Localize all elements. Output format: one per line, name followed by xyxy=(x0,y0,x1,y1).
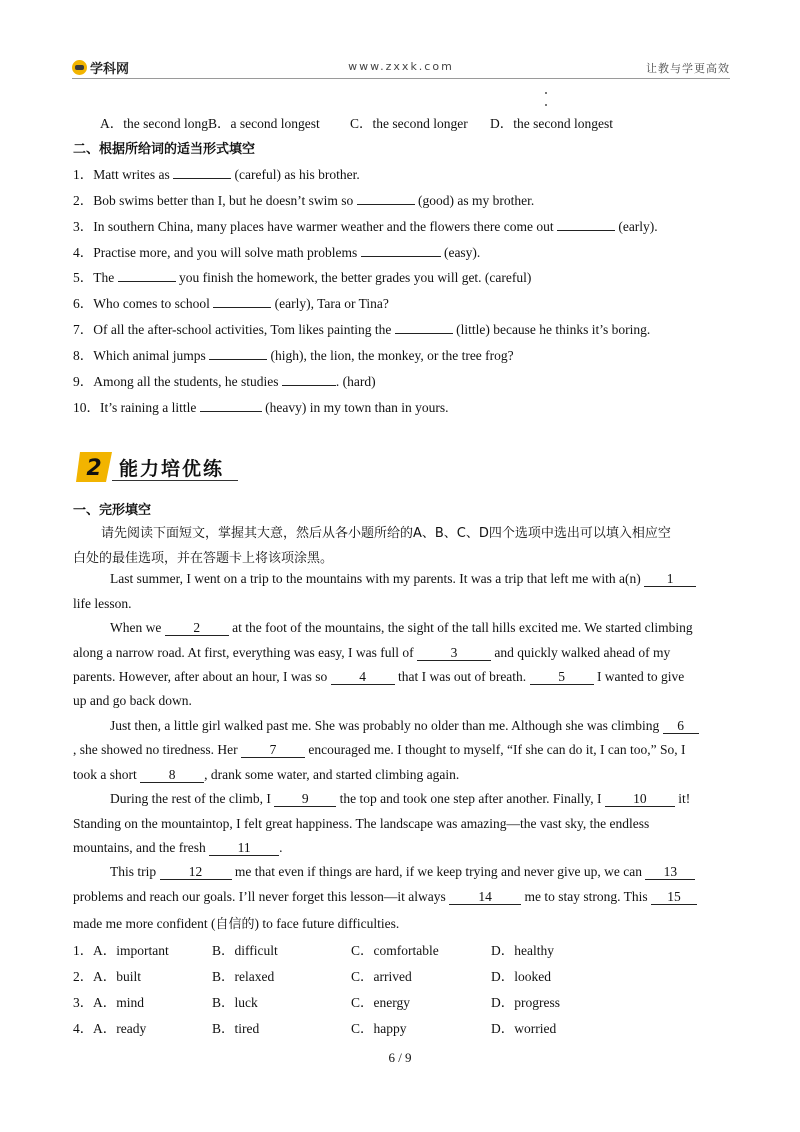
passage-text: me that even if things are hard, if we keep trying and never give up, we can xyxy=(231,864,646,879)
answer-blank[interactable] xyxy=(209,344,267,360)
passage-text: problems and reach our goals. I’ll never forget this lesson—it always xyxy=(73,889,450,904)
page-number: 6 / 9 xyxy=(388,1050,412,1065)
site-url: www.zxxk.com xyxy=(348,60,454,73)
cloze-blank[interactable]: 8 xyxy=(140,767,204,783)
option-a: A．the second long xyxy=(100,116,208,131)
item-text: The xyxy=(93,270,118,285)
passage-text: it! xyxy=(674,791,691,806)
cloze-blank[interactable]: 6 xyxy=(663,718,699,734)
answer-blank[interactable] xyxy=(118,266,176,282)
cloze-blank[interactable]: 14 xyxy=(449,889,521,905)
option-number: 1． xyxy=(73,943,94,958)
passage-text: . xyxy=(279,840,283,855)
page-header xyxy=(72,58,730,78)
passage-text: I wanted to give xyxy=(593,669,685,684)
item-text: (little) because he thinks it’s boring. xyxy=(452,322,651,337)
fill-item-9 xyxy=(73,370,376,390)
section-number: 2 xyxy=(86,456,102,481)
passage-text: parents. However, after about an hour, I was so xyxy=(73,669,331,684)
stray-dot xyxy=(545,104,547,106)
item-text: . (hard) xyxy=(335,374,376,389)
cloze-blank[interactable]: 7 xyxy=(241,742,305,758)
option-a[interactable]: A．mind xyxy=(93,995,145,1010)
option-c[interactable]: C．comfortable xyxy=(351,943,439,958)
section-title: 能力培优练 xyxy=(119,458,225,480)
item-number: 9． xyxy=(73,374,94,389)
passage-line xyxy=(73,889,697,905)
passage-text: Last summer, I went on a trip to the mountains with my parents. It was a trip that left me with a(n) xyxy=(110,571,645,586)
passage-text: , she showed no tiredness. Her xyxy=(73,742,241,757)
section-number-badge xyxy=(76,452,112,482)
cloze-blank[interactable]: 12 xyxy=(160,864,232,880)
passage-text: This trip xyxy=(110,864,160,879)
header-divider xyxy=(72,78,730,79)
passage-text-cn: 自信的 xyxy=(215,917,255,932)
instructions-line-1: 请先阅读下面短文，掌握其大意，然后从各小题所给的A、B、C、D四个选项中选出可以填入相应空 xyxy=(101,526,671,541)
passage-line xyxy=(110,571,696,587)
cloze-blank[interactable]: 4 xyxy=(331,669,395,685)
option-a[interactable]: A．ready xyxy=(93,1021,147,1036)
answer-blank[interactable] xyxy=(395,318,453,334)
passage-line xyxy=(110,791,690,807)
item-text: (early). xyxy=(614,219,658,234)
answer-blank[interactable] xyxy=(213,292,271,308)
option-b[interactable]: B．tired xyxy=(212,1021,260,1036)
answer-blank[interactable] xyxy=(200,396,262,412)
item-number: 1． xyxy=(73,167,94,182)
option-row xyxy=(73,965,673,985)
section-title-underline xyxy=(112,480,238,481)
option-c[interactable]: C．energy xyxy=(351,995,410,1010)
answer-blank[interactable] xyxy=(357,189,415,205)
passage-text: that I was out of breath. xyxy=(394,669,530,684)
option-d[interactable]: D．progress xyxy=(491,995,560,1010)
item-text: Which animal jumps xyxy=(93,348,210,363)
passage-line xyxy=(110,864,695,880)
item-text: (easy). xyxy=(440,245,481,260)
option-d: D．the second longest xyxy=(490,116,613,131)
item-text: It’s raining a little xyxy=(100,400,200,415)
item-number: 2． xyxy=(73,193,94,208)
item-text: Bob swims better than I, but he doesn’t swim so xyxy=(93,193,357,208)
passage-line xyxy=(73,840,282,856)
option-d[interactable]: D．healthy xyxy=(491,943,554,958)
passage-text: the top and took one step after another. Finally, I xyxy=(336,791,605,806)
answer-blank[interactable] xyxy=(282,370,336,386)
fill-item-8 xyxy=(73,344,514,364)
item-text: Who comes to school xyxy=(93,296,214,311)
cloze-blank[interactable]: 9 xyxy=(274,791,336,807)
cloze-blank[interactable]: 11 xyxy=(209,840,279,856)
item-text: Of all the after-school activities, Tom likes painting the xyxy=(93,322,395,337)
option-b: B．a second longest xyxy=(207,116,320,131)
option-number: 3． xyxy=(73,995,94,1010)
item-text: (high), the lion, the monkey, or the tree frog? xyxy=(267,348,514,363)
header-slogan: 让教与学更高效 xyxy=(646,62,730,75)
passage-line xyxy=(73,645,670,661)
option-d[interactable]: D．worried xyxy=(491,1021,557,1036)
passage-line xyxy=(73,669,684,685)
answer-blank[interactable] xyxy=(557,215,615,231)
option-c: C．the second longer xyxy=(350,116,468,131)
instructions-line-2: 白处的最佳选项，并在答题卡上将该项涂黑。 xyxy=(73,551,334,566)
item-text: (heavy) in my town than in yours. xyxy=(261,400,449,415)
passage-text: During the rest of the climb, I xyxy=(110,791,275,806)
passage-line: Standing on the mountaintop, I felt great happiness. The landscape was amazing—the vast sky, the endless xyxy=(73,816,650,831)
option-b[interactable]: B．luck xyxy=(212,995,258,1010)
option-number: 2． xyxy=(73,969,94,984)
item-number: 10． xyxy=(73,400,100,415)
option-a[interactable]: A．important xyxy=(93,943,169,958)
cloze-blank[interactable]: 3 xyxy=(417,645,491,661)
stray-dot xyxy=(545,92,547,94)
item-text: In southern China, many places have warmer weather and the flowers there come out xyxy=(93,219,557,234)
option-d[interactable]: D．looked xyxy=(491,969,551,984)
cloze-blank[interactable]: 10 xyxy=(605,791,675,807)
option-row xyxy=(73,1017,673,1037)
item-text: Practise more, and you will solve math problems xyxy=(93,245,361,260)
passage-text: made me more confident ( xyxy=(73,916,216,931)
fill-item-1 xyxy=(73,163,360,183)
option-row xyxy=(73,991,673,1011)
option-number: 4． xyxy=(73,1021,94,1036)
part-heading: 二、根据所给词的适当形式填空 xyxy=(73,142,256,157)
item-text: Among all the students, he studies xyxy=(93,374,282,389)
item-text: Matt writes as xyxy=(93,167,174,182)
passage-text: me to stay strong. This xyxy=(521,889,652,904)
cloze-blank[interactable]: 2 xyxy=(165,620,229,636)
passage-line xyxy=(110,718,699,734)
passage-text: encouraged me. I thought to myself, “If she can do it, I can too,” So, I xyxy=(304,742,686,757)
passage-text: took a short xyxy=(73,767,141,782)
option-b[interactable]: B．difficult xyxy=(212,943,278,958)
item-number: 4． xyxy=(73,245,94,260)
fill-item-4 xyxy=(73,241,480,261)
option-row xyxy=(73,939,673,959)
option-c[interactable]: C．happy xyxy=(351,1021,407,1036)
answer-blank[interactable] xyxy=(173,163,231,179)
passage-text: mountains, and the fresh xyxy=(73,840,210,855)
passage-line: up and go back down. xyxy=(73,693,192,708)
passage-text: at the foot of the mountains, the sight of the tall hills excited me. We started climbing xyxy=(228,620,693,635)
passage-text: along a narrow road. At first, everything was easy, I was full of xyxy=(73,645,418,660)
fill-item-2 xyxy=(73,189,534,209)
passage-line xyxy=(73,913,399,932)
passage-line xyxy=(73,767,459,783)
cloze-blank[interactable]: 1 xyxy=(644,571,696,587)
fill-item-7 xyxy=(73,318,650,338)
cloze-blank[interactable]: 13 xyxy=(645,864,695,880)
item-number: 5． xyxy=(73,270,94,285)
option-c[interactable]: C．arrived xyxy=(351,969,412,984)
passage-text: ) to face future difficulties. xyxy=(254,916,400,931)
sub-heading: 一、完形填空 xyxy=(73,503,152,518)
item-number: 3． xyxy=(73,219,94,234)
passage-line xyxy=(110,620,693,636)
item-number: 7． xyxy=(73,322,94,337)
fill-item-3 xyxy=(73,215,658,235)
passage-text: and quickly walked ahead of my xyxy=(491,645,671,660)
fill-item-5 xyxy=(73,266,531,286)
fill-item-10 xyxy=(73,396,448,416)
item-number: 8． xyxy=(73,348,94,363)
passage-text: When we xyxy=(110,620,165,635)
item-number: 6． xyxy=(73,296,94,311)
question-options xyxy=(100,112,320,132)
answer-blank[interactable] xyxy=(361,241,441,257)
item-text: (careful) as his brother. xyxy=(231,167,360,182)
cloze-blank[interactable]: 5 xyxy=(530,669,594,685)
option-a[interactable]: A．built xyxy=(93,969,142,984)
passage-line xyxy=(73,742,685,758)
logo-text: 学科网 xyxy=(90,62,130,77)
passage-text: Just then, a little girl walked past me. She was probably no older than me. Although she was climbing xyxy=(110,718,663,733)
item-text: (good) as my brother. xyxy=(414,193,535,208)
passage-line: life lesson. xyxy=(73,596,132,611)
fill-item-6 xyxy=(73,292,389,312)
passage-text: , drank some water, and started climbing again. xyxy=(204,767,460,782)
cloze-blank[interactable]: 15 xyxy=(651,889,697,905)
option-b[interactable]: B．relaxed xyxy=(212,969,275,984)
item-text: you finish the homework, the better grades you will get. (careful) xyxy=(175,270,532,285)
item-text: (early), Tara or Tina? xyxy=(271,296,389,311)
